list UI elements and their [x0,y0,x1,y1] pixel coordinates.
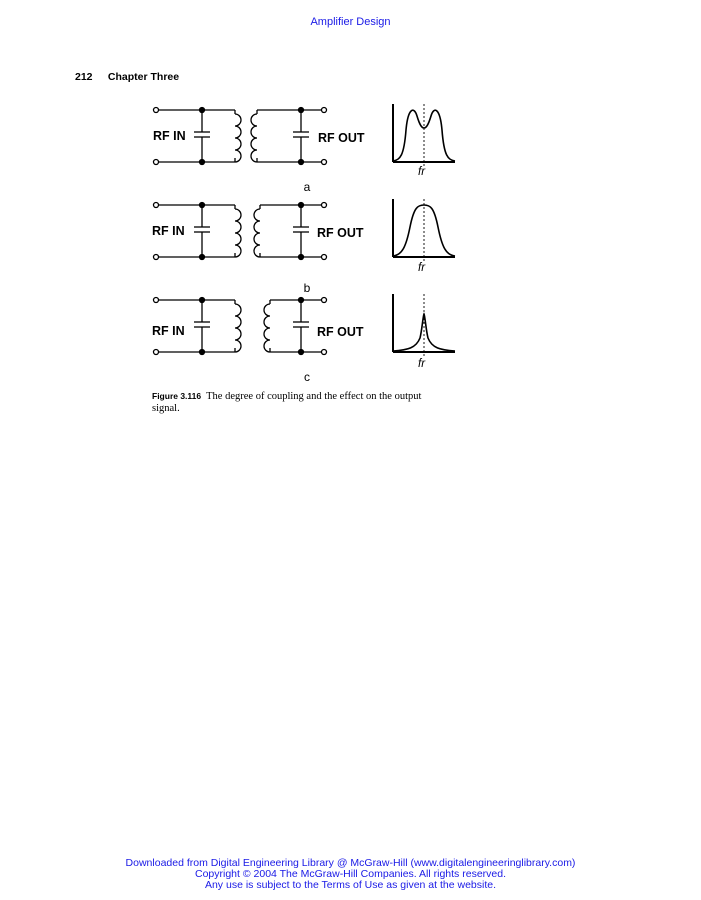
panel-b-freq-label: fr [418,262,426,274]
figure-caption [152,390,442,415]
panel-c-label: c [304,370,310,384]
panel-b-input-label: RF IN [152,224,185,238]
footer-download-link[interactable]: Downloaded from Digital Engineering Library @ McGraw-Hill (www.digitalengineeringlibrary.com) [125,857,576,869]
panel-b [154,199,456,263]
panel-b-output-label: RF OUT [317,226,364,240]
footer-terms[interactable]: Any use is subject to the Terms of Use as given at the website. [204,879,497,891]
figure-number: Figure 3.116 [152,391,202,401]
panel-a-output-label: RF OUT [318,131,365,145]
coupling-diagram [150,100,470,390]
panel-a-input-label: RF IN [153,129,186,143]
panel-b-label: b [303,281,311,295]
panel-c [154,294,456,358]
caption-text: The degree of coupling and the effect on the output signal. [152,391,422,414]
panel-a-label: a [303,180,311,194]
panel-a [154,104,456,168]
footer-copyright[interactable]: Copyright © 2004 The McGraw-Hill Companies. All rights reserved. [195,868,506,880]
panel-a-freq-label: fr [418,166,426,178]
coupling-figure [150,100,470,390]
footer-notice [0,858,701,891]
page-number: 212 [75,71,93,83]
book-title-link[interactable]: Amplifier Design [310,16,391,28]
panel-c-freq-label: fr [418,358,426,370]
page-header [75,71,179,83]
panel-c-output-label: RF OUT [317,325,364,339]
panel-c-input-label: RF IN [152,324,185,338]
chapter-title: Chapter Three [107,71,180,83]
